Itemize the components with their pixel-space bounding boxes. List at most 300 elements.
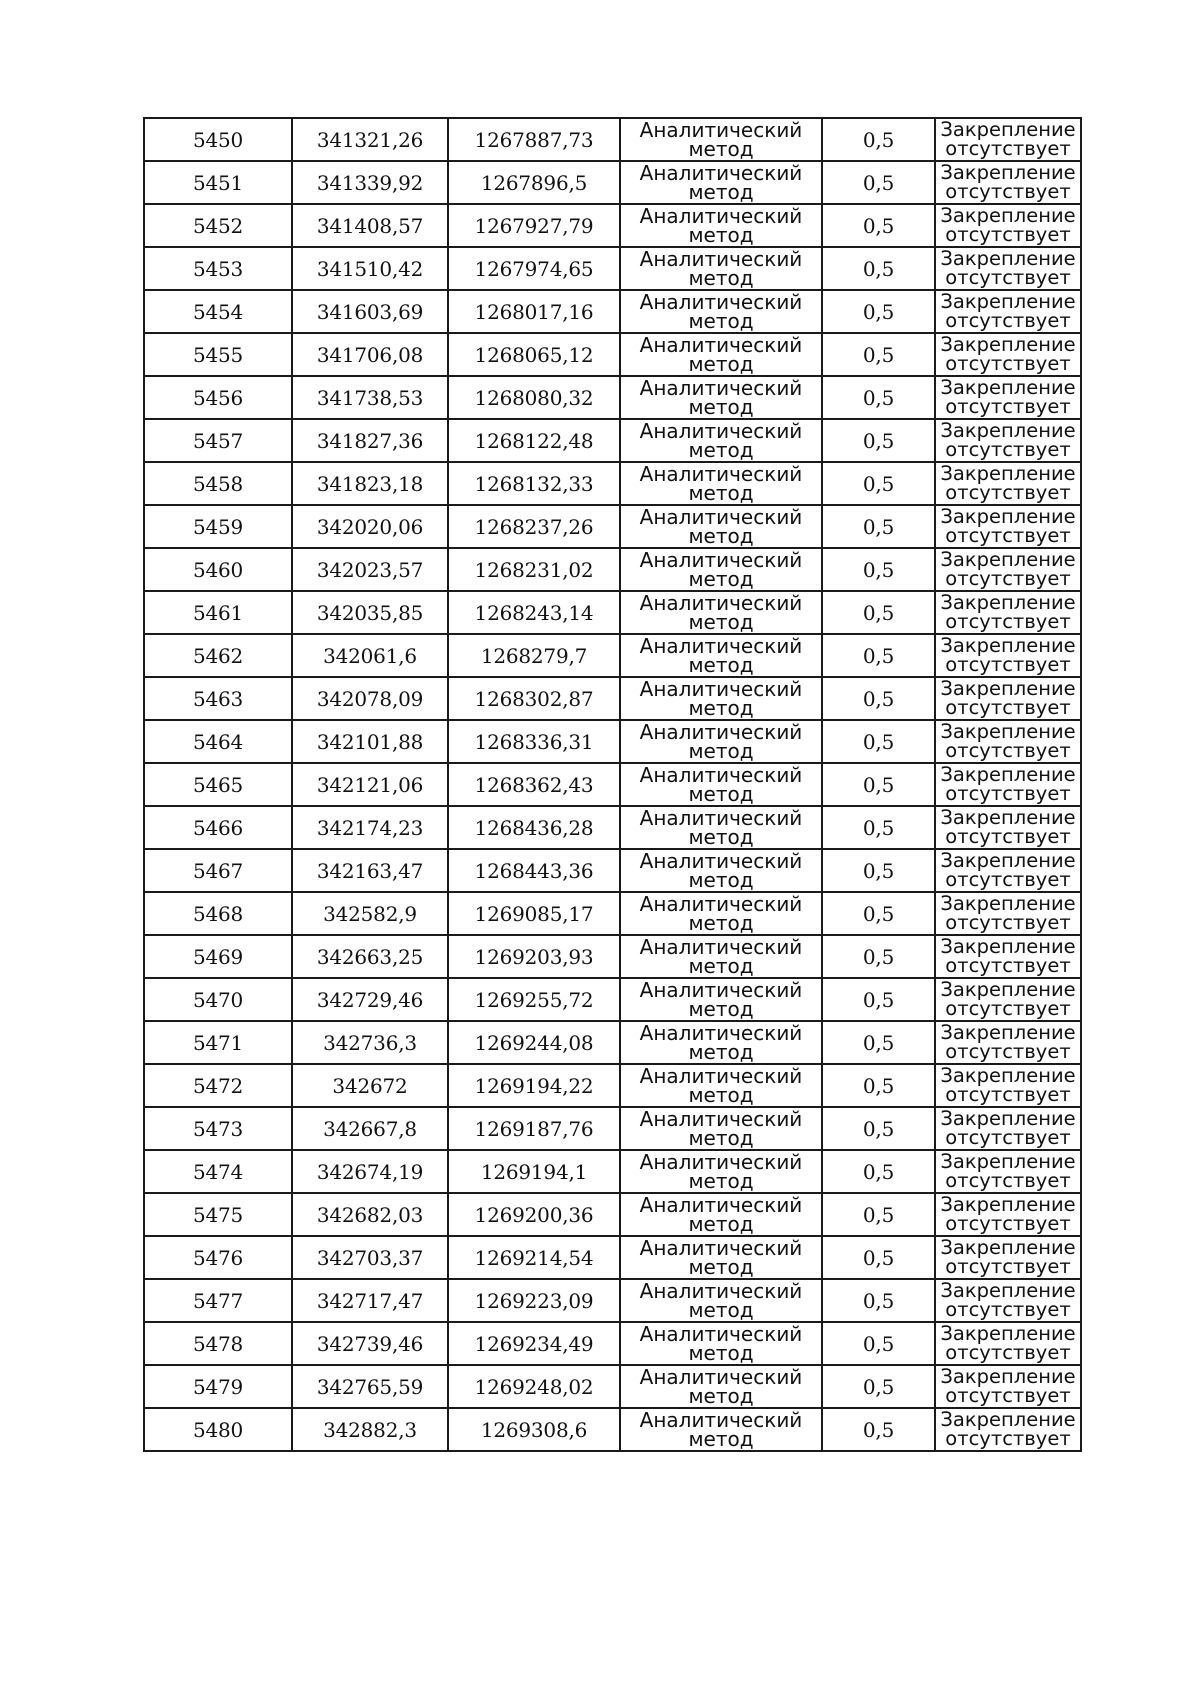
table-row [144, 419, 1081, 462]
x-coordinate-cell: 342682,03 [292, 1193, 448, 1236]
fixing-cell-line-1: Закрепление [940, 591, 1076, 614]
point-number-cell: 5452 [144, 204, 292, 247]
fixing-cell-line-1: Закрепление [940, 1365, 1076, 1388]
x-coordinate-cell: 342674,19 [292, 1150, 448, 1193]
point-number-cell: 5463 [144, 677, 292, 720]
point-number-cell: 5464 [144, 720, 292, 763]
y-coordinate-cell: 1269187,76 [448, 1107, 620, 1150]
method-cell-line-1: Аналитический [639, 978, 803, 1002]
point-number-cell: 5465 [144, 763, 292, 806]
method-cell-line-1: Аналитический [639, 1365, 803, 1389]
accuracy-cell: 0,5 [822, 1193, 935, 1236]
y-coordinate-cell: 1269223,09 [448, 1279, 620, 1322]
table-row [144, 634, 1081, 677]
y-coordinate-cell: 1268243,14 [448, 591, 620, 634]
method-cell-line-1: Аналитический [639, 204, 803, 228]
fixing-cell-line-2: отсутствует [945, 1040, 1071, 1063]
accuracy-cell: 0,5 [822, 1365, 935, 1408]
method-cell-line-1: Аналитический [639, 935, 803, 959]
method-cell-line-1: Аналитический [639, 462, 803, 486]
table-row [144, 1322, 1081, 1365]
table-row [144, 1193, 1081, 1236]
method-cell-line-2: метод [688, 1212, 754, 1236]
fixing-cell-line-1: Закрепление [940, 1150, 1076, 1173]
point-number-cell: 5456 [144, 376, 292, 419]
method-cell [620, 677, 822, 720]
fixing-cell-line-2: отсутствует [945, 1169, 1071, 1192]
accuracy-cell: 0,5 [822, 634, 935, 677]
x-coordinate-cell: 342035,85 [292, 591, 448, 634]
x-coordinate-cell: 341510,42 [292, 247, 448, 290]
fixing-cell-line-2: отсутствует [945, 481, 1071, 504]
method-cell-line-1: Аналитический [639, 1322, 803, 1346]
accuracy-cell: 0,5 [822, 1107, 935, 1150]
y-coordinate-cell: 1267887,73 [448, 118, 620, 161]
y-coordinate-cell: 1268362,43 [448, 763, 620, 806]
fixing-cell [935, 462, 1081, 505]
method-cell-line-2: метод [688, 223, 754, 247]
x-coordinate-cell: 341603,69 [292, 290, 448, 333]
fixing-cell-line-1: Закрепление [940, 935, 1076, 958]
fixing-cell [935, 1236, 1081, 1279]
point-number-cell: 5453 [144, 247, 292, 290]
method-cell-line-2: метод [688, 567, 754, 591]
method-cell-line-1: Аналитический [639, 118, 803, 142]
fixing-cell-line-2: отсутствует [945, 782, 1071, 805]
fixing-cell [935, 677, 1081, 720]
x-coordinate-cell: 342163,47 [292, 849, 448, 892]
y-coordinate-cell: 1268443,36 [448, 849, 620, 892]
fixing-cell [935, 548, 1081, 591]
point-number-cell: 5470 [144, 978, 292, 1021]
method-cell-line-2: метод [688, 481, 754, 505]
coordinates-table [143, 117, 1082, 1452]
table-row [144, 892, 1081, 935]
method-cell [620, 634, 822, 677]
fixing-cell [935, 763, 1081, 806]
x-coordinate-cell: 342101,88 [292, 720, 448, 763]
method-cell-line-1: Аналитический [639, 849, 803, 873]
x-coordinate-cell: 341738,53 [292, 376, 448, 419]
method-cell-line-1: Аналитический [639, 1150, 803, 1174]
y-coordinate-cell: 1268132,33 [448, 462, 620, 505]
point-number-cell: 5466 [144, 806, 292, 849]
fixing-cell-line-1: Закрепление [940, 806, 1076, 829]
table-row [144, 1150, 1081, 1193]
accuracy-cell: 0,5 [822, 1021, 935, 1064]
fixing-cell-line-2: отсутствует [945, 610, 1071, 633]
accuracy-cell: 0,5 [822, 677, 935, 720]
fixing-cell [935, 591, 1081, 634]
fixing-cell-line-2: отсутствует [945, 266, 1071, 289]
method-cell-line-2: метод [688, 1255, 754, 1279]
accuracy-cell: 0,5 [822, 247, 935, 290]
fixing-cell-line-2: отсутствует [945, 1298, 1071, 1321]
point-number-cell: 5478 [144, 1322, 292, 1365]
method-cell [620, 333, 822, 376]
method-cell-line-1: Аналитический [639, 548, 803, 572]
accuracy-cell: 0,5 [822, 204, 935, 247]
fixing-cell-line-1: Закрепление [940, 1107, 1076, 1130]
y-coordinate-cell: 1269085,17 [448, 892, 620, 935]
method-cell [620, 1236, 822, 1279]
method-cell [620, 1322, 822, 1365]
x-coordinate-cell: 341339,92 [292, 161, 448, 204]
fixing-cell-line-2: отсутствует [945, 137, 1071, 160]
accuracy-cell: 0,5 [822, 978, 935, 1021]
fixing-cell-line-2: отсутствует [945, 1384, 1071, 1407]
fixing-cell-line-1: Закрепление [940, 1322, 1076, 1345]
point-number-cell: 5476 [144, 1236, 292, 1279]
fixing-cell-line-1: Закрепление [940, 849, 1076, 872]
y-coordinate-cell: 1268122,48 [448, 419, 620, 462]
table-row [144, 677, 1081, 720]
method-cell-line-1: Аналитический [639, 763, 803, 787]
fixing-cell [935, 634, 1081, 677]
y-coordinate-cell: 1269248,02 [448, 1365, 620, 1408]
fixing-cell [935, 1064, 1081, 1107]
point-number-cell: 5471 [144, 1021, 292, 1064]
fixing-cell-line-2: отсутствует [945, 223, 1071, 246]
method-cell [620, 849, 822, 892]
point-number-cell: 5474 [144, 1150, 292, 1193]
point-number-cell: 5462 [144, 634, 292, 677]
method-cell [620, 1408, 822, 1451]
fixing-cell [935, 290, 1081, 333]
point-number-cell: 5475 [144, 1193, 292, 1236]
fixing-cell [935, 978, 1081, 1021]
table-row [144, 935, 1081, 978]
table-row [144, 376, 1081, 419]
table-row [144, 806, 1081, 849]
method-cell [620, 1064, 822, 1107]
fixing-cell-line-2: отсутствует [945, 309, 1071, 332]
method-cell [620, 161, 822, 204]
table-row [144, 1021, 1081, 1064]
fixing-cell-line-2: отсутствует [945, 739, 1071, 762]
fixing-cell-line-1: Закрепление [940, 376, 1076, 399]
fixing-cell-line-1: Закрепление [940, 161, 1076, 184]
method-cell-line-2: метод [688, 438, 754, 462]
fixing-cell-line-2: отсутствует [945, 524, 1071, 547]
method-cell-line-2: метод [688, 911, 754, 935]
x-coordinate-cell: 341408,57 [292, 204, 448, 247]
fixing-cell-line-1: Закрепление [940, 548, 1076, 571]
accuracy-cell: 0,5 [822, 1150, 935, 1193]
fixing-cell [935, 419, 1081, 462]
point-number-cell: 5458 [144, 462, 292, 505]
y-coordinate-cell: 1269234,49 [448, 1322, 620, 1365]
fixing-cell-line-1: Закрепление [940, 763, 1076, 786]
y-coordinate-cell: 1269194,22 [448, 1064, 620, 1107]
y-coordinate-cell: 1268017,16 [448, 290, 620, 333]
x-coordinate-cell: 342736,3 [292, 1021, 448, 1064]
point-number-cell: 5477 [144, 1279, 292, 1322]
method-cell-line-1: Аналитический [639, 290, 803, 314]
method-cell [620, 1193, 822, 1236]
method-cell [620, 505, 822, 548]
method-cell-line-2: метод [688, 309, 754, 333]
fixing-cell-line-1: Закрепление [940, 720, 1076, 743]
fixing-cell-line-1: Закрепление [940, 1279, 1076, 1302]
point-number-cell: 5455 [144, 333, 292, 376]
table-row [144, 505, 1081, 548]
accuracy-cell: 0,5 [822, 118, 935, 161]
method-cell-line-1: Аналитический [639, 505, 803, 529]
y-coordinate-cell: 1267974,65 [448, 247, 620, 290]
accuracy-cell: 0,5 [822, 1279, 935, 1322]
method-cell-line-2: метод [688, 739, 754, 763]
fixing-cell-line-2: отсутствует [945, 1126, 1071, 1149]
fixing-cell-line-2: отсутствует [945, 696, 1071, 719]
y-coordinate-cell: 1267896,5 [448, 161, 620, 204]
fixing-cell [935, 333, 1081, 376]
accuracy-cell: 0,5 [822, 376, 935, 419]
fixing-cell [935, 505, 1081, 548]
y-coordinate-cell: 1269255,72 [448, 978, 620, 1021]
fixing-cell-line-1: Закрепление [940, 1021, 1076, 1044]
fixing-cell-line-1: Закрепление [940, 290, 1076, 313]
fixing-cell-line-2: отсутствует [945, 1255, 1071, 1278]
x-coordinate-cell: 341321,26 [292, 118, 448, 161]
accuracy-cell: 0,5 [822, 419, 935, 462]
method-cell [620, 1365, 822, 1408]
method-cell-line-2: метод [688, 954, 754, 978]
table-row [144, 1107, 1081, 1150]
x-coordinate-cell: 342061,6 [292, 634, 448, 677]
table-row [144, 548, 1081, 591]
method-cell [620, 204, 822, 247]
fixing-cell-line-1: Закрепление [940, 204, 1076, 227]
y-coordinate-cell: 1267927,79 [448, 204, 620, 247]
method-cell [620, 806, 822, 849]
method-cell-line-2: метод [688, 868, 754, 892]
fixing-cell-line-1: Закрепление [940, 247, 1076, 270]
method-cell-line-2: метод [688, 1341, 754, 1365]
method-cell-line-1: Аналитический [639, 892, 803, 916]
y-coordinate-cell: 1268302,87 [448, 677, 620, 720]
y-coordinate-cell: 1268237,26 [448, 505, 620, 548]
table-row [144, 1236, 1081, 1279]
method-cell [620, 1150, 822, 1193]
method-cell-line-2: метод [688, 610, 754, 634]
method-cell-line-2: метод [688, 352, 754, 376]
method-cell [620, 1107, 822, 1150]
table-row [144, 462, 1081, 505]
method-cell [620, 247, 822, 290]
method-cell-line-2: метод [688, 395, 754, 419]
point-number-cell: 5473 [144, 1107, 292, 1150]
table-row [144, 591, 1081, 634]
table-row [144, 763, 1081, 806]
table-row [144, 1365, 1081, 1408]
y-coordinate-cell: 1268065,12 [448, 333, 620, 376]
accuracy-cell: 0,5 [822, 763, 935, 806]
x-coordinate-cell: 342672 [292, 1064, 448, 1107]
method-cell [620, 978, 822, 1021]
fixing-cell [935, 161, 1081, 204]
x-coordinate-cell: 341706,08 [292, 333, 448, 376]
table-row [144, 849, 1081, 892]
table-row [144, 118, 1081, 161]
x-coordinate-cell: 341823,18 [292, 462, 448, 505]
fixing-cell [935, 1193, 1081, 1236]
method-cell [620, 591, 822, 634]
y-coordinate-cell: 1268080,32 [448, 376, 620, 419]
method-cell-line-1: Аналитический [639, 247, 803, 271]
fixing-cell-line-2: отсутствует [945, 395, 1071, 418]
accuracy-cell: 0,5 [822, 720, 935, 763]
fixing-cell [935, 247, 1081, 290]
point-number-cell: 5459 [144, 505, 292, 548]
table-row [144, 161, 1081, 204]
x-coordinate-cell: 342023,57 [292, 548, 448, 591]
x-coordinate-cell: 342121,06 [292, 763, 448, 806]
y-coordinate-cell: 1269244,08 [448, 1021, 620, 1064]
table-row [144, 1279, 1081, 1322]
method-cell [620, 763, 822, 806]
table-row [144, 1408, 1081, 1451]
fixing-cell [935, 1150, 1081, 1193]
y-coordinate-cell: 1269203,93 [448, 935, 620, 978]
method-cell-line-1: Аналитический [639, 591, 803, 615]
method-cell-line-2: метод [688, 825, 754, 849]
y-coordinate-cell: 1269214,54 [448, 1236, 620, 1279]
fixing-cell-line-1: Закрепление [940, 333, 1076, 356]
accuracy-cell: 0,5 [822, 1408, 935, 1451]
method-cell-line-1: Аналитический [639, 1064, 803, 1088]
table-row [144, 333, 1081, 376]
method-cell-line-2: метод [688, 782, 754, 806]
fixing-cell [935, 1365, 1081, 1408]
fixing-cell-line-2: отсутствует [945, 1083, 1071, 1106]
point-number-cell: 5450 [144, 118, 292, 161]
table-row [144, 1064, 1081, 1107]
method-cell [620, 376, 822, 419]
x-coordinate-cell: 342582,9 [292, 892, 448, 935]
x-coordinate-cell: 341827,36 [292, 419, 448, 462]
fixing-cell [935, 806, 1081, 849]
x-coordinate-cell: 342739,46 [292, 1322, 448, 1365]
accuracy-cell: 0,5 [822, 462, 935, 505]
fixing-cell-line-1: Закрепление [940, 978, 1076, 1001]
fixing-cell-line-1: Закрепление [940, 118, 1076, 141]
method-cell-line-2: метод [688, 1083, 754, 1107]
method-cell [620, 935, 822, 978]
y-coordinate-cell: 1268231,02 [448, 548, 620, 591]
fixing-cell-line-1: Закрепление [940, 677, 1076, 700]
x-coordinate-cell: 342717,47 [292, 1279, 448, 1322]
method-cell-line-1: Аналитический [639, 806, 803, 830]
fixing-cell-line-2: отсутствует [945, 567, 1071, 590]
fixing-cell-line-1: Закрепление [940, 1193, 1076, 1216]
x-coordinate-cell: 342882,3 [292, 1408, 448, 1451]
fixing-cell [935, 935, 1081, 978]
x-coordinate-cell: 342174,23 [292, 806, 448, 849]
method-cell-line-2: метод [688, 137, 754, 161]
accuracy-cell: 0,5 [822, 1064, 935, 1107]
point-number-cell: 5472 [144, 1064, 292, 1107]
method-cell-line-1: Аналитический [639, 333, 803, 357]
fixing-cell [935, 1408, 1081, 1451]
fixing-cell-line-1: Закрепление [940, 892, 1076, 915]
x-coordinate-cell: 342667,8 [292, 1107, 448, 1150]
method-cell-line-2: метод [688, 1384, 754, 1408]
method-cell-line-1: Аналитический [639, 1107, 803, 1131]
method-cell-line-1: Аналитический [639, 634, 803, 658]
method-cell-line-1: Аналитический [639, 1021, 803, 1045]
method-cell-line-2: метод [688, 997, 754, 1021]
table-row [144, 978, 1081, 1021]
accuracy-cell: 0,5 [822, 1322, 935, 1365]
fixing-cell-line-1: Закрепление [940, 419, 1076, 442]
point-number-cell: 5479 [144, 1365, 292, 1408]
method-cell-line-2: метод [688, 696, 754, 720]
point-number-cell: 5454 [144, 290, 292, 333]
table-row [144, 720, 1081, 763]
y-coordinate-cell: 1269200,36 [448, 1193, 620, 1236]
y-coordinate-cell: 1268436,28 [448, 806, 620, 849]
method-cell-line-1: Аналитический [639, 161, 803, 185]
point-number-cell: 5467 [144, 849, 292, 892]
table-row [144, 247, 1081, 290]
accuracy-cell: 0,5 [822, 806, 935, 849]
coordinates-table-body [144, 118, 1081, 1451]
fixing-cell [935, 849, 1081, 892]
fixing-cell-line-2: отсутствует [945, 954, 1071, 977]
method-cell-line-1: Аналитический [639, 419, 803, 443]
fixing-cell-line-2: отсутствует [945, 1341, 1071, 1364]
x-coordinate-cell: 342765,59 [292, 1365, 448, 1408]
method-cell-line-2: метод [688, 1298, 754, 1322]
point-number-cell: 5460 [144, 548, 292, 591]
fixing-cell-line-2: отсутствует [945, 1212, 1071, 1235]
x-coordinate-cell: 342703,37 [292, 1236, 448, 1279]
fixing-cell-line-2: отсутствует [945, 438, 1071, 461]
y-coordinate-cell: 1269194,1 [448, 1150, 620, 1193]
method-cell-line-1: Аналитический [639, 1236, 803, 1260]
point-number-cell: 5457 [144, 419, 292, 462]
method-cell [620, 548, 822, 591]
fixing-cell [935, 1322, 1081, 1365]
y-coordinate-cell: 1268279,7 [448, 634, 620, 677]
method-cell-line-1: Аналитический [639, 677, 803, 701]
method-cell [620, 1279, 822, 1322]
accuracy-cell: 0,5 [822, 505, 935, 548]
fixing-cell-line-1: Закрепление [940, 1408, 1076, 1431]
method-cell [620, 290, 822, 333]
method-cell [620, 720, 822, 763]
method-cell-line-1: Аналитический [639, 1279, 803, 1303]
x-coordinate-cell: 342663,25 [292, 935, 448, 978]
fixing-cell [935, 204, 1081, 247]
accuracy-cell: 0,5 [822, 849, 935, 892]
fixing-cell [935, 118, 1081, 161]
accuracy-cell: 0,5 [822, 591, 935, 634]
method-cell-line-1: Аналитический [639, 376, 803, 400]
x-coordinate-cell: 342078,09 [292, 677, 448, 720]
method-cell-line-2: метод [688, 1169, 754, 1193]
method-cell-line-1: Аналитический [639, 1408, 803, 1432]
fixing-cell-line-1: Закрепление [940, 1064, 1076, 1087]
y-coordinate-cell: 1268336,31 [448, 720, 620, 763]
method-cell [620, 1021, 822, 1064]
fixing-cell [935, 892, 1081, 935]
table-row [144, 290, 1081, 333]
method-cell [620, 892, 822, 935]
x-coordinate-cell: 342020,06 [292, 505, 448, 548]
method-cell-line-2: метод [688, 180, 754, 204]
